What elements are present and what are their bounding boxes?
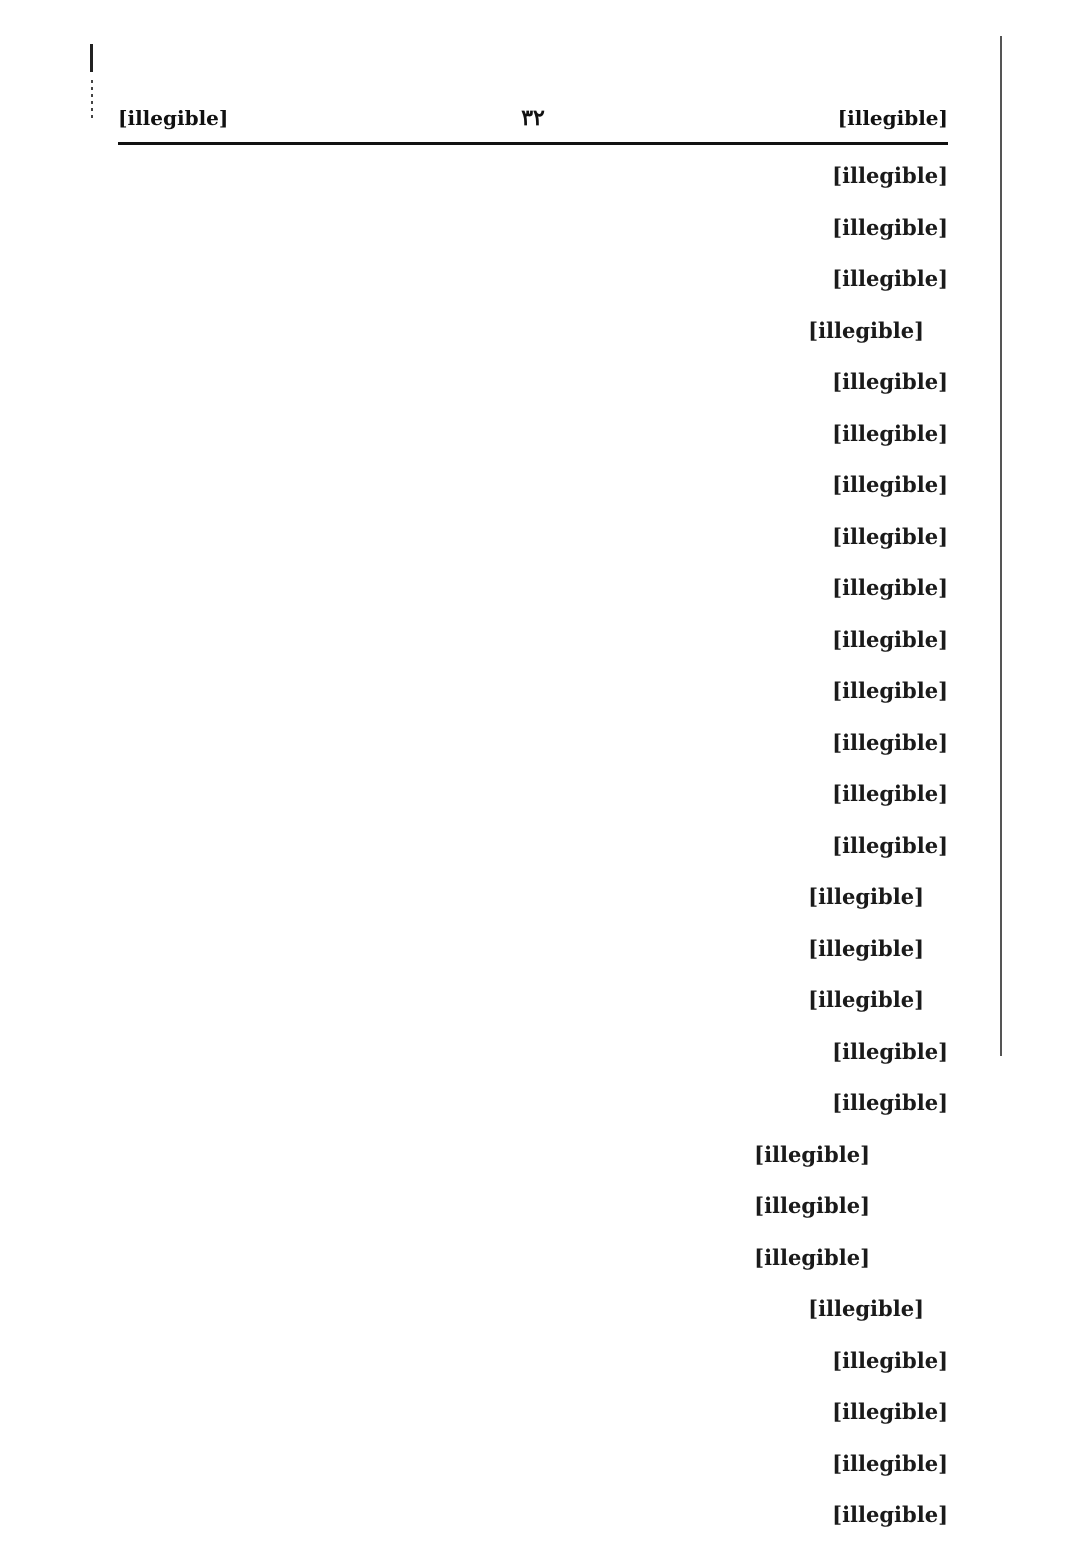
text-line: [illegible] (754, 1193, 870, 1218)
text-line: [illegible] (832, 523, 948, 549)
header-left-title: [illegible] (118, 106, 229, 130)
text-line: [illegible] (832, 214, 948, 240)
text-line: [illegible] (832, 266, 948, 291)
text-line: [illegible] (832, 1450, 948, 1476)
text-line: [illegible] (832, 1399, 948, 1424)
text-line: [illegible] (832, 420, 948, 446)
text-line: [illegible] (808, 317, 924, 343)
text-line: [illegible] (754, 1244, 870, 1270)
page-body (118, 150, 948, 1541)
text-line: [illegible] (808, 935, 924, 961)
text-line: [illegible] (808, 987, 924, 1012)
text-line: [illegible] (832, 781, 948, 806)
text-line: [illegible] (832, 832, 948, 858)
text-line: [illegible] (832, 1038, 948, 1064)
running-header (118, 98, 948, 138)
text-line: [illegible] (832, 1090, 948, 1115)
text-line: [illegible] (808, 1296, 924, 1321)
text-line: [illegible] (832, 472, 948, 497)
text-line: [illegible] (832, 575, 948, 600)
page-number: ۳۲ (521, 105, 545, 131)
margin-dots (91, 80, 93, 120)
text-line: [illegible] (832, 369, 948, 394)
margin-mark (90, 44, 93, 72)
header-rule (118, 142, 948, 145)
text-line: [illegible] (832, 1347, 948, 1373)
header-right-title: [illegible] (837, 106, 948, 130)
text-line: [illegible] (832, 678, 948, 703)
margin-rule (1000, 36, 1002, 1056)
text-line: [illegible] (754, 1141, 870, 1167)
text-line: [illegible] (808, 884, 924, 909)
text-line: [illegible] (832, 163, 948, 188)
text-line: [illegible] (832, 729, 948, 755)
text-line: [illegible] (832, 626, 948, 652)
text-line: [illegible] (832, 1502, 948, 1527)
